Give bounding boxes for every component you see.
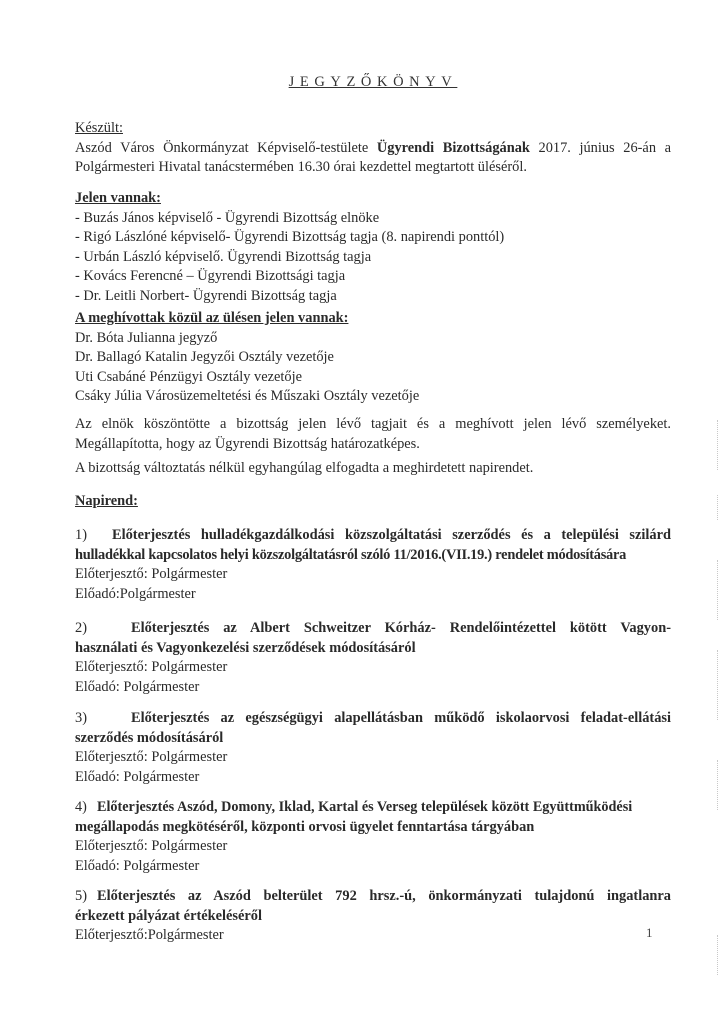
agenda-item-title-line-1: 3) Előterjesztés az egészségügyi alapellátásban működő iskolaorvosi feladat-ellátási: [75, 709, 671, 729]
agenda-item-number: 2): [75, 620, 87, 636]
agenda-approval-text: A bizottság változtatás nélkül egyhangúlag elfogadta a meghirdetett napirendet.: [75, 460, 534, 476]
invited-heading: A meghívottak közül az ülésen jelen vannak:: [75, 310, 349, 326]
agenda-approval-paragraph: [75, 459, 671, 479]
agenda-item-presenter: Előterjesztő: Polgármester: [75, 749, 228, 765]
agenda-item-number: 5): [75, 888, 87, 904]
present-member: - Kovács Ferencné – Ügyrendi Bizottsági tagja: [75, 268, 346, 284]
prepared-heading: Készült:: [75, 120, 123, 136]
agenda-item-title-line-1: 4) Előterjesztés Aszód, Domony, Iklad, Kartal és Verseg települések között Együttműködési: [75, 798, 671, 818]
agenda-item: [75, 526, 671, 604]
agenda-item-presenter: Előterjesztő: Polgármester: [75, 566, 228, 582]
agenda-item-presenter: Előterjesztő:Polgármester: [75, 927, 224, 943]
agenda-item-title-line-1: 2) Előterjesztés az Albert Schweitzer Kórház- Rendelőintézettel kötött Vagyon-: [75, 619, 671, 639]
agenda-item-number: 4): [75, 799, 87, 815]
present-member: - Dr. Leitli Norbert- Ügyrendi Bizottság tagja: [75, 287, 337, 304]
invited-person: Csáky Júlia Városüzemeltetési és Műszaki Osztály vezetője: [75, 388, 420, 404]
agenda-item-number: 3): [75, 710, 87, 726]
prepared-line-2: Polgármesteri Hivatal tanácstermében 16.30 órai kezdettel megtartott üléséről.: [75, 159, 527, 175]
greeting-line-1: Az elnök köszöntötte a bizottság jelen lévő tagjait és a meghívott jelen lévő személyeket.: [75, 416, 671, 432]
agenda-item: [75, 619, 671, 697]
prepared-line-1: Aszód Város Önkormányzat Képviselő-testülete Ügyrendi Bizottságának 2017. június 26-án a: [75, 139, 671, 156]
scan-artifact: [717, 650, 719, 720]
agenda-heading: Napirend:: [75, 493, 138, 509]
agenda-item-speaker: Előadó:Polgármester: [75, 585, 196, 602]
page-number: 1: [646, 925, 653, 940]
invited-person: Dr. Ballagó Katalin Jegyzői Osztály vezetője: [75, 349, 334, 365]
committee-name: Ügyrendi Bizottságának: [376, 139, 530, 156]
agenda-item-presenter: Előterjesztő: Polgármester: [75, 659, 228, 675]
scan-artifact: [717, 935, 719, 975]
scan-artifact: [717, 420, 719, 470]
agenda-item-title-line-2: hulladékkal kapcsolatos helyi közszolgáltatásról szóló 11/2016.(VII.19.) rendelet módosítására: [75, 546, 627, 563]
present-member: - Buzás János képviselő - Ügyrendi Bizottság elnöke: [75, 209, 380, 226]
agenda-item: [75, 798, 671, 876]
present-heading: Jelen vannak:: [75, 190, 161, 206]
agenda-item-speaker: Előadó: Polgármester: [75, 857, 200, 874]
greeting-line-2: Megállapította, hogy az Ügyrendi Bizottság határozatképes.: [75, 435, 420, 452]
scan-artifact: [717, 760, 719, 810]
invited-section: [75, 309, 671, 407]
agenda-item-title-line-1: 5) Előterjesztés az Aszód belterület 792 hrsz.-ú, önkormányzati tulajdonú ingatlanra: [75, 887, 671, 907]
agenda-item-presenter: Előterjesztő: Polgármester: [75, 838, 228, 854]
agenda-item-title-line-2: érkezett pályázat értékeléséről: [75, 907, 262, 924]
scan-artifact: [717, 495, 719, 520]
agenda-item-title-line-2: szerződés módosításáról: [75, 729, 224, 746]
agenda-item-speaker: Előadó: Polgármester: [75, 678, 200, 695]
prepared-section: [75, 119, 671, 178]
document-title: JEGYZŐKÖNYV: [288, 74, 458, 90]
agenda-item-title-line-2: használati és Vagyonkezelési szerződések módosításáról: [75, 639, 416, 656]
agenda-item-speaker: Előadó: Polgármester: [75, 768, 200, 785]
present-member: - Rigó Lászlóné képviselő- Ügyrendi Bizottság tagja (8. napirendi ponttól): [75, 229, 505, 245]
scan-artifact: [717, 560, 719, 620]
greeting-paragraph: [75, 415, 671, 454]
agenda-item-number: 1): [75, 527, 87, 543]
agenda-heading-block: [75, 492, 671, 512]
agenda-item-title-line-1: 1) Előterjesztés hulladékgazdálkodási közszolgáltatási szerződés és a települési szilárd: [75, 526, 671, 546]
agenda-item-title-line-2: megállapodás megkötéséről, központi orvosi ügyelet fenntartása tárgyában: [75, 818, 535, 835]
agenda-item: [75, 709, 671, 787]
invited-person: Uti Csabáné Pénzügyi Osztály vezetője: [75, 368, 302, 385]
present-section: [75, 189, 671, 306]
invited-person: Dr. Bóta Julianna jegyző: [75, 329, 218, 346]
agenda-item: [75, 887, 671, 946]
present-member: - Urbán László képviselő. Ügyrendi Bizottság tagja: [75, 248, 372, 265]
